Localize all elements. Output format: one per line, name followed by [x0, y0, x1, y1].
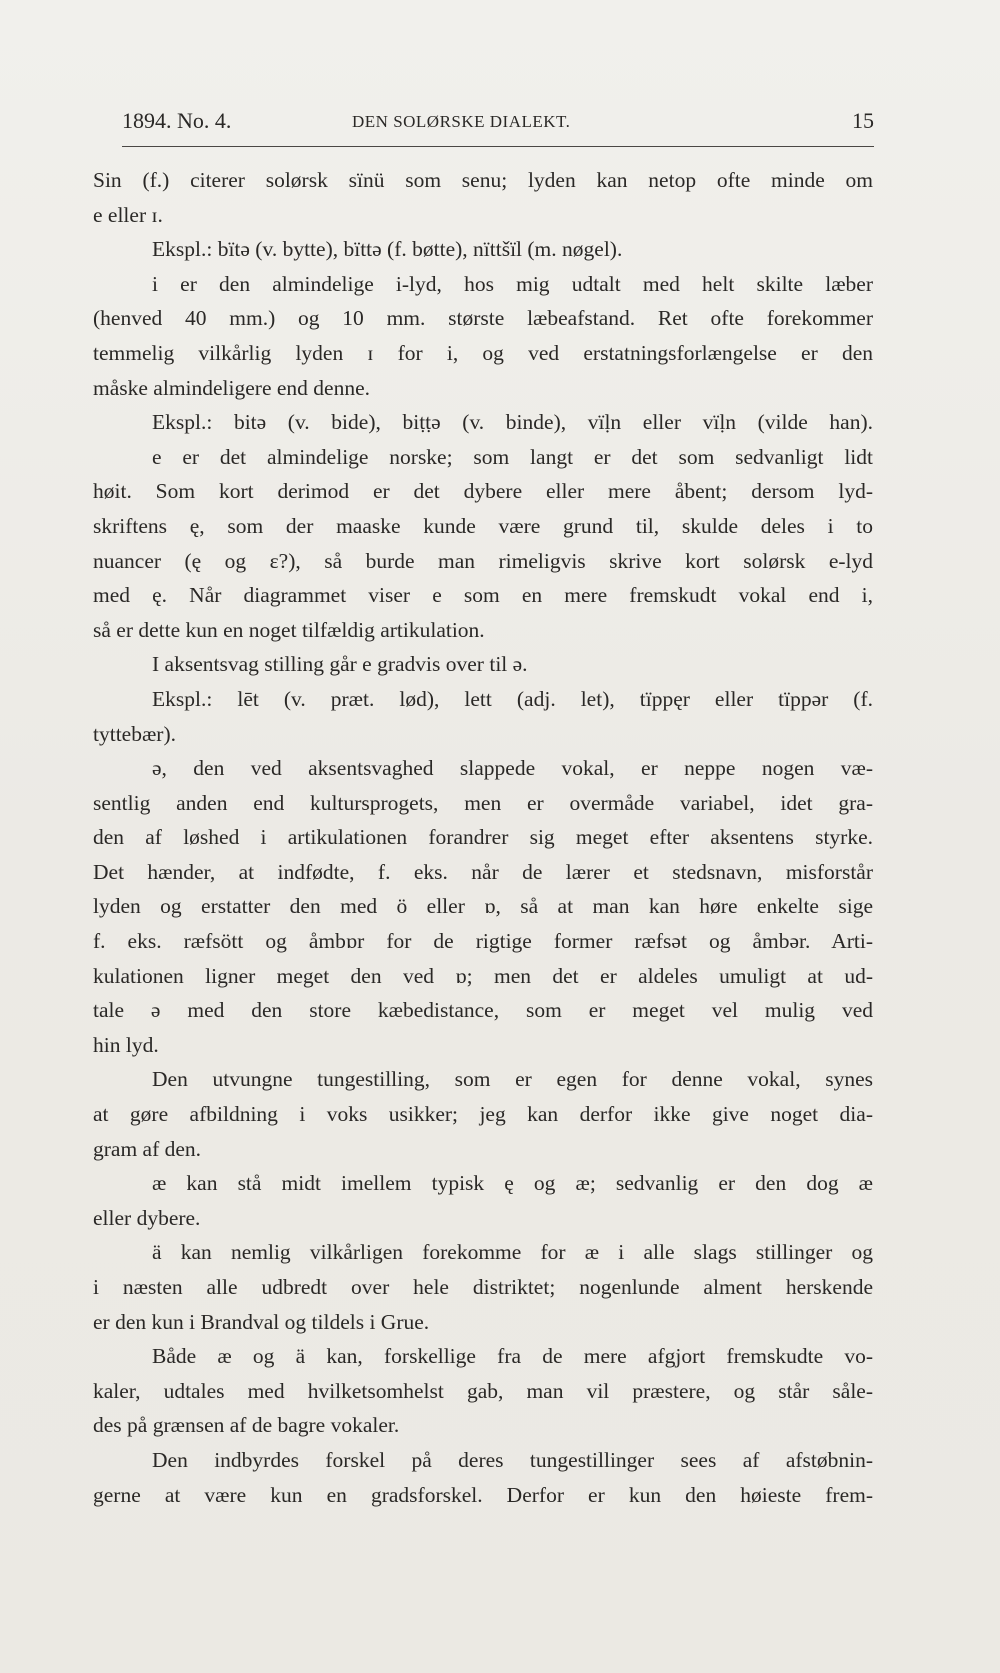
- text-line: gram af den.: [93, 1136, 202, 1161]
- text-line: ə, den ved aksentsvaghed slappede vokal, er neppe nogen væ-: [152, 756, 873, 781]
- text-line: e er det almindelige norske; som langt er det som sedvanligt lidt: [152, 444, 873, 469]
- text-line: Både æ og ä kan, forskellige fra de mere afgjort fremskudte vo-: [152, 1344, 873, 1369]
- text-line: Det hænder, at indfødte, f. eks. når de lærer et stedsnavn, misforstår: [93, 859, 873, 884]
- text-line: Den indbyrdes forskel på deres tungestillinger sees af afstøbnin-: [152, 1447, 873, 1472]
- text-line: (henved 40 mm.) og 10 mm. største læbeafstand. Ret ofte forekommer: [93, 306, 873, 331]
- text-line: så er dette kun en noget tilfældig artikulation.: [93, 617, 485, 642]
- running-header: [122, 108, 874, 142]
- text-line: lyden og erstatter den med ö eller ɒ, så at man kan høre enkelte sige: [93, 894, 873, 919]
- text-line: tale ə med den store kæbedistance, som er meget vel mulig ved: [93, 998, 873, 1023]
- text-line: Ekspl.: bïtə (v. bytte), bïttə (f. bøtte), nïttšïl (m. nøgel).: [152, 237, 623, 262]
- text-line: med ę. Når diagrammet viser e som en mere fremskudt vokal end i,: [93, 583, 873, 608]
- header-rule: [122, 146, 874, 147]
- text-line: Den utvungne tungestilling, som er egen for denne vokal, synes: [152, 1067, 873, 1092]
- text-line: hin lyd.: [93, 1032, 159, 1057]
- text-line: eller dybere.: [93, 1205, 201, 1230]
- text-line: kaler, udtales med hvilketsomhelst gab, man vil præstere, og står såle-: [93, 1378, 873, 1403]
- text-line: skriftens ę, som der maaske kunde være grund til, skulde deles i to: [93, 513, 873, 538]
- text-line: den af løshed i artikulationen forandrer sig meget efter aksentens styrke.: [93, 825, 873, 850]
- page-number: 15: [852, 108, 874, 133]
- header-title: DEN SOLØRSKE DIALEKT.: [352, 112, 571, 131]
- header-year-issue: 1894. No. 4.: [122, 108, 232, 133]
- text-line: Sin (f.) citerer solørsk sïnü som senu; lyden kan netop ofte minde om: [93, 168, 873, 192]
- text-line: høit. Som kort derimod er det dybere eller mere åbent; dersom lyd-: [93, 479, 873, 504]
- text-line: f. eks. ræfsött og åmbɒr for de rigtige former ræfsət og åmbər. Arti-: [93, 929, 873, 954]
- text-line: sentlig anden end kultursprogets, men er overmåde variabel, idet gra-: [93, 790, 873, 815]
- text-line: er den kun i Brandval og tildels i Grue.: [93, 1309, 430, 1334]
- text-line: nuancer (ę og ε?), så burde man rimeligvis skrive kort solørsk e-lyd: [93, 548, 873, 573]
- text-line: kulationen ligner meget den ved ɒ; men det er aldeles umuligt at ud-: [93, 963, 873, 988]
- text-line: I aksentsvag stilling går e gradvis over til ə.: [152, 652, 528, 677]
- text-line: måske almindeligere end denne.: [93, 375, 371, 400]
- text-line: i er den almindelige i-lyd, hos mig udtalt med helt skilte læber: [152, 271, 873, 296]
- text-line: tyttebær).: [93, 721, 176, 746]
- body-text: [93, 163, 873, 1512]
- text-line: e eller ɪ.: [93, 202, 163, 227]
- text-line: Ekspl.: bitə (v. bide), biṭṭə (v. binde), vïḷn eller vïḷn (vilde han).: [152, 410, 873, 435]
- text-line: i næsten alle udbredt over hele distriktet; nogenlunde alment herskende: [93, 1275, 873, 1299]
- text-line: gerne at være kun en gradsforskel. Derfor er kun den høieste frem-: [93, 1482, 873, 1507]
- text-line: at gøre afbildning i voks usikker; jeg kan derfor ikke give noget dia-: [93, 1102, 873, 1127]
- text-line: temmelig vilkårlig lyden ɪ for i, og ved erstatningsforlængelse er den: [93, 340, 873, 365]
- text-line: Ekspl.: lēt (v. præt. lød), lett (adj. let), tïppęr eller tïppər (f.: [152, 686, 873, 711]
- text-line: æ kan stå midt imellem typisk ę og æ; sedvanlig er den dog æ: [152, 1171, 873, 1196]
- text-line: ä kan nemlig vilkårligen forekomme for æ i alle slags stillinger og: [152, 1240, 873, 1265]
- text-line: des på grænsen af de bagre vokaler.: [93, 1413, 400, 1438]
